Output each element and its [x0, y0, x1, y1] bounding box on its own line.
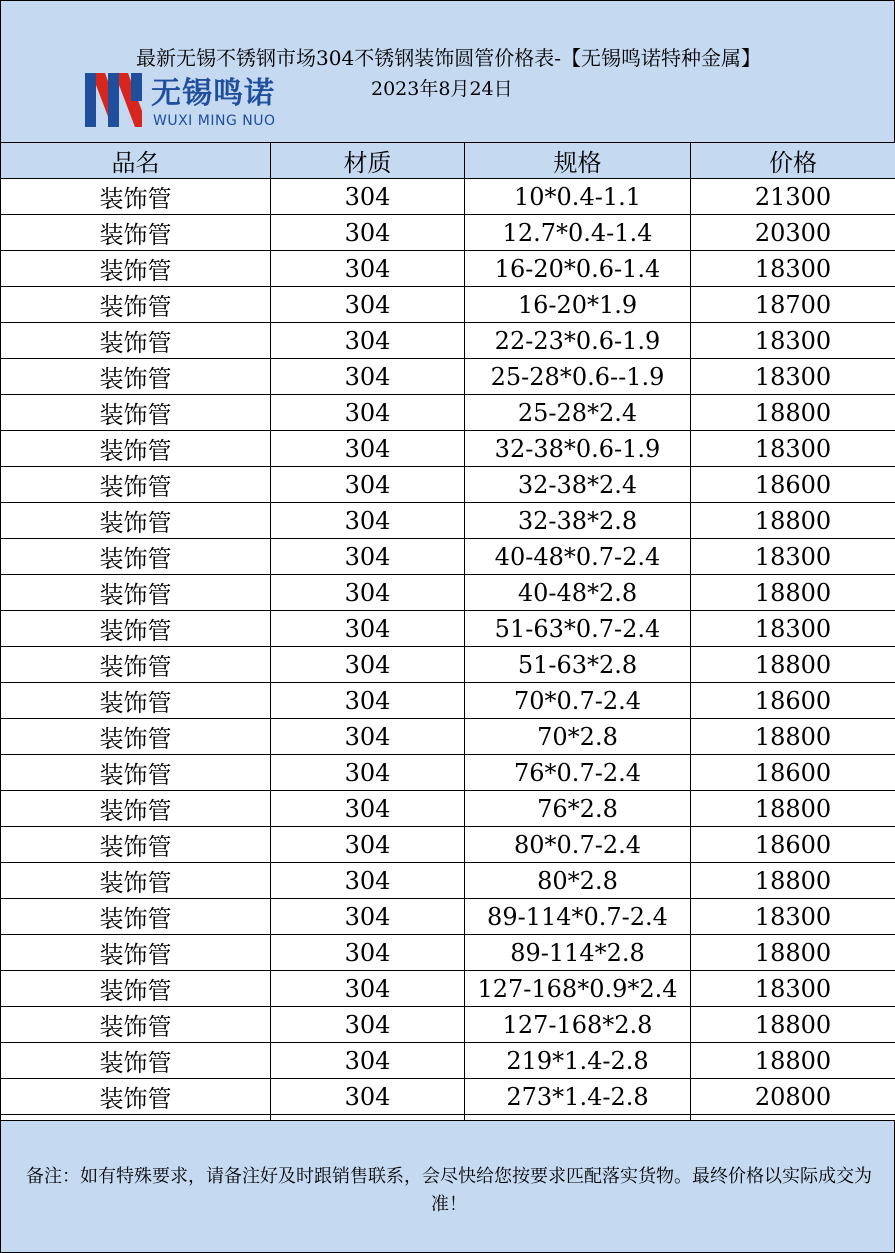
column-header-price: 价格: [691, 143, 895, 179]
cell-price: 18300: [691, 251, 895, 287]
cell-specification: 127-168*0.9*2.4: [465, 971, 691, 1007]
column-header-specification: 规格: [465, 143, 691, 179]
cell-specification: 127-168*2.8: [465, 1007, 691, 1043]
table-row: [1, 971, 895, 1007]
cell-product-name: 装饰管: [1, 179, 271, 215]
company-logo: [85, 71, 325, 133]
table-row: [1, 935, 895, 971]
logo-mn-mark-icon: [85, 71, 143, 129]
cell-specification: 70*0.7-2.4: [465, 683, 691, 719]
cell-specification: 16-20*1.9: [465, 287, 691, 323]
cell-price: 18600: [691, 467, 895, 503]
table-row: [1, 287, 895, 323]
cell-price: 18800: [691, 863, 895, 899]
cell-specification: 12.7*0.4-1.4: [465, 215, 691, 251]
cell-material: 304: [271, 359, 465, 395]
cell-material: 304: [271, 755, 465, 791]
cell-material: 304: [271, 611, 465, 647]
cell-product-name: 装饰管: [1, 359, 271, 395]
header-panel: [0, 0, 895, 143]
table-row: [1, 1079, 895, 1115]
cell-price: 20300: [691, 215, 895, 251]
cell-material: 304: [271, 179, 465, 215]
logo-english-text: WUXI MING NUO: [153, 113, 276, 129]
table-row: [1, 323, 895, 359]
cell-price: 18800: [691, 719, 895, 755]
cell-price: 18700: [691, 287, 895, 323]
table-row: [1, 683, 895, 719]
cell-product-name: 装饰管: [1, 539, 271, 575]
cell-product-name: 装饰管: [1, 1007, 271, 1043]
cell-specification: 10*0.4-1.1: [465, 179, 691, 215]
cell-material: 304: [271, 899, 465, 935]
table-row: [1, 647, 895, 683]
cell-product-name: 装饰管: [1, 395, 271, 431]
cell-material: 304: [271, 539, 465, 575]
cell-price: 21300: [691, 179, 895, 215]
cell-product-name: 装饰管: [1, 251, 271, 287]
cell-price: 18300: [691, 323, 895, 359]
cell-material: 304: [271, 251, 465, 287]
cell-product-name: 装饰管: [1, 1043, 271, 1079]
cell-product-name: 装饰管: [1, 791, 271, 827]
cell-specification: 25-28*0.6--1.9: [465, 359, 691, 395]
cell-price: 18300: [691, 539, 895, 575]
cell-material: 304: [271, 791, 465, 827]
cell-product-name: 装饰管: [1, 503, 271, 539]
table-row: [1, 1007, 895, 1043]
cell-specification: 273*1.4-2.8: [465, 1079, 691, 1115]
cell-material: 304: [271, 215, 465, 251]
table-row: [1, 575, 895, 611]
cell-specification: 219*1.4-2.8: [465, 1043, 691, 1079]
cell-product-name: 装饰管: [1, 647, 271, 683]
cell-product-name: 装饰管: [1, 971, 271, 1007]
cell-product-name: 装饰管: [1, 899, 271, 935]
cell-material: 304: [271, 683, 465, 719]
cell-price: 18800: [691, 395, 895, 431]
cell-product-name: 装饰管: [1, 611, 271, 647]
table-row: [1, 467, 895, 503]
cell-specification: 80*0.7-2.4: [465, 827, 691, 863]
cell-specification: 51-63*2.8: [465, 647, 691, 683]
cell-specification: 22-23*0.6-1.9: [465, 323, 691, 359]
cell-price: 18600: [691, 683, 895, 719]
cell-specification: 70*2.8: [465, 719, 691, 755]
cell-material: 304: [271, 431, 465, 467]
cell-specification: 51-63*0.7-2.4: [465, 611, 691, 647]
cell-price: 18600: [691, 827, 895, 863]
cell-product-name: 装饰管: [1, 827, 271, 863]
cell-material: 304: [271, 827, 465, 863]
table-row: [1, 827, 895, 863]
table-row: [1, 791, 895, 827]
page-title: 最新无锡不锈钢市场304不锈钢装饰圆管价格表-【无锡鸣诺特种金属】: [136, 46, 761, 70]
cell-material: 304: [271, 863, 465, 899]
cell-price: 18800: [691, 1007, 895, 1043]
cell-product-name: 装饰管: [1, 287, 271, 323]
cell-product-name: 装饰管: [1, 935, 271, 971]
cell-material: 304: [271, 323, 465, 359]
cell-product-name: 装饰管: [1, 683, 271, 719]
cell-material: 304: [271, 1043, 465, 1079]
cell-specification: 32-38*2.8: [465, 503, 691, 539]
cell-price: 18800: [691, 575, 895, 611]
table-row: [1, 395, 895, 431]
cell-specification: 89-114*2.8: [465, 935, 691, 971]
cell-material: 304: [271, 395, 465, 431]
table-row: [1, 899, 895, 935]
cell-specification: 40-48*2.8: [465, 575, 691, 611]
footer-panel: [0, 1120, 895, 1253]
cell-price: 18300: [691, 611, 895, 647]
footer-note: 备注：如有特殊要求，请备注好及时跟销售联系，会尽快给您按要求匹配落实货物。最终价格以实际成交为准！: [26, 1166, 872, 1215]
table-row: [1, 431, 895, 467]
cell-material: 304: [271, 467, 465, 503]
cell-material: 304: [271, 719, 465, 755]
cell-price: 18800: [691, 503, 895, 539]
table-row: [1, 539, 895, 575]
table-row: [1, 359, 895, 395]
cell-product-name: 装饰管: [1, 323, 271, 359]
cell-specification: 76*2.8: [465, 791, 691, 827]
cell-price: 18300: [691, 431, 895, 467]
cell-specification: 89-114*0.7-2.4: [465, 899, 691, 935]
cell-specification: 80*2.8: [465, 863, 691, 899]
table-row: [1, 1043, 895, 1079]
cell-price: 18800: [691, 791, 895, 827]
table-header-row: [1, 143, 895, 179]
cell-specification: 25-28*2.4: [465, 395, 691, 431]
table-row: [1, 179, 895, 215]
cell-product-name: 装饰管: [1, 863, 271, 899]
cell-specification: 32-38*2.4: [465, 467, 691, 503]
cell-material: 304: [271, 935, 465, 971]
cell-material: 304: [271, 1079, 465, 1115]
table-row: [1, 719, 895, 755]
table-row: [1, 755, 895, 791]
cell-product-name: 装饰管: [1, 467, 271, 503]
cell-material: 304: [271, 647, 465, 683]
cell-product-name: 装饰管: [1, 1079, 271, 1115]
cell-material: 304: [271, 287, 465, 323]
column-header-product-name: 品名: [1, 143, 271, 179]
cell-price: 18300: [691, 971, 895, 1007]
price-table: [0, 142, 895, 1151]
table-row: [1, 251, 895, 287]
cell-product-name: 装饰管: [1, 215, 271, 251]
cell-price: 18600: [691, 755, 895, 791]
table-body: [1, 179, 895, 1151]
cell-specification: 76*0.7-2.4: [465, 755, 691, 791]
table-row: [1, 863, 895, 899]
cell-material: 304: [271, 575, 465, 611]
cell-product-name: 装饰管: [1, 755, 271, 791]
cell-specification: 40-48*0.7-2.4: [465, 539, 691, 575]
cell-material: 304: [271, 1007, 465, 1043]
table-row: [1, 503, 895, 539]
cell-product-name: 装饰管: [1, 575, 271, 611]
cell-price: 18300: [691, 899, 895, 935]
cell-price: 20800: [691, 1079, 895, 1115]
logo-chinese-text: 无锡鸣诺: [151, 76, 275, 111]
cell-specification: 32-38*0.6-1.9: [465, 431, 691, 467]
table-row: [1, 611, 895, 647]
cell-price: 18800: [691, 647, 895, 683]
table-row: [1, 215, 895, 251]
column-header-material: 材质: [271, 143, 465, 179]
cell-price: 18300: [691, 359, 895, 395]
cell-material: 304: [271, 971, 465, 1007]
price-date: 2023年8月24日: [371, 78, 513, 100]
cell-specification: 16-20*0.6-1.4: [465, 251, 691, 287]
cell-material: 304: [271, 503, 465, 539]
cell-product-name: 装饰管: [1, 431, 271, 467]
cell-product-name: 装饰管: [1, 719, 271, 755]
cell-price: 18800: [691, 1043, 895, 1079]
cell-price: 18800: [691, 935, 895, 971]
